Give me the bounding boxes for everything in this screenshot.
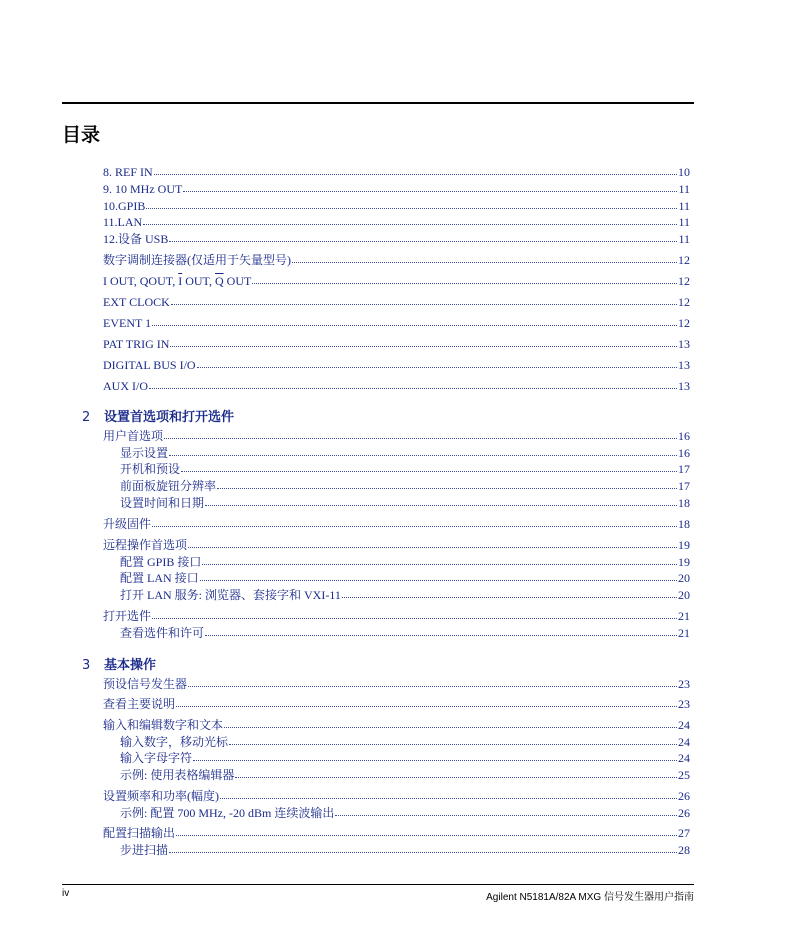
footer-page-number: iv (62, 888, 70, 899)
dot-leader (169, 232, 677, 242)
toc-entry-label: 示例: 配置 700 MHz, -20 dBm 连续波输出 (120, 806, 335, 820)
toc-entry-label: 查看主要说明 (103, 697, 176, 711)
dot-leader (176, 697, 677, 707)
toc-entry[interactable] (103, 232, 690, 246)
toc-entry-label: 开机和预设 (120, 462, 181, 476)
dot-leader (197, 358, 677, 368)
toc-entry-page: 23 (678, 697, 690, 711)
dot-leader (205, 496, 677, 506)
toc-entry-label: 用户首选项 (103, 429, 164, 443)
dot-leader (152, 316, 677, 326)
page-title: 目录 (62, 124, 101, 146)
dot-leader (188, 677, 677, 687)
toc-entry-label: 8. REF IN (103, 165, 153, 179)
toc-entry-label: 12.设备 USB (103, 232, 169, 246)
toc-entry[interactable] (120, 479, 690, 493)
toc-entry-page: 13 (678, 379, 690, 393)
toc-entry[interactable] (120, 555, 690, 569)
toc-entry[interactable] (120, 496, 690, 510)
toc-entry-page: 12 (678, 295, 690, 309)
toc-entry-page: 28 (678, 843, 690, 857)
toc-entry-label-part: $\overline{I}$ (178, 274, 183, 288)
toc-entry[interactable] (103, 215, 690, 229)
toc-entry[interactable] (103, 718, 690, 732)
toc-entry[interactable] (103, 538, 690, 552)
toc-entry-label: AUX I/O (103, 379, 148, 393)
toc-entry[interactable] (120, 843, 690, 857)
toc-entry[interactable] (120, 588, 690, 602)
toc-entry-page: 13 (678, 337, 690, 351)
toc-entry[interactable] (103, 295, 690, 309)
toc-entry-page: 20 (678, 571, 690, 585)
toc-entry-label: DIGITAL BUS I/O (103, 358, 196, 372)
toc-entry-page: 24 (678, 735, 690, 749)
toc-entry-page: 13 (678, 358, 690, 372)
toc-entry[interactable] (103, 199, 690, 213)
toc-entry-label: 输入数字，移动光标 (120, 735, 229, 749)
toc-entry-label: EVENT 1 (103, 316, 152, 330)
chapter-heading[interactable] (82, 654, 156, 673)
toc-entry-page: 19 (678, 538, 690, 552)
toc-entry[interactable] (120, 571, 690, 585)
chapter-number: 3 (82, 658, 91, 673)
dot-leader (193, 751, 677, 761)
toc-entry-label-part: I OUT, QOUT, (103, 274, 179, 288)
toc-entry[interactable] (103, 358, 690, 372)
toc-entry-page: 11 (678, 182, 690, 196)
toc-entry-page: 12 (678, 274, 690, 288)
toc-entry-page: 11 (678, 199, 690, 213)
toc-entry[interactable] (103, 165, 690, 179)
dot-leader (220, 789, 677, 799)
toc-entry-page: 24 (678, 718, 690, 732)
toc-entry[interactable] (103, 826, 690, 840)
dot-leader (200, 571, 677, 581)
toc-entry-label: 配置扫描输出 (103, 826, 176, 840)
chapter-title: 基本操作 (104, 658, 157, 673)
dot-leader (152, 517, 677, 527)
toc-entry-label: 11.LAN (103, 215, 143, 229)
toc-entry-label: EXT CLOCK (103, 295, 170, 309)
toc-entry[interactable] (120, 751, 690, 765)
toc-entry-label: 前面板旋钮分辨率 (120, 479, 217, 493)
toc-entry-label-part: $\overline{Q}$ (215, 274, 224, 288)
dot-leader (143, 215, 677, 225)
dot-leader (169, 446, 677, 456)
toc-entry-label: 打开 LAN 服务: 浏览器、套接字和 VXI-11 (120, 588, 341, 602)
toc-entry-label: 数字调制连接器(仅适用于矢量型号) (103, 253, 291, 267)
toc-entry-label: 步进扫描 (120, 843, 169, 857)
toc-entry-page: 26 (678, 806, 690, 820)
dot-leader (217, 479, 677, 489)
toc-entry-page: 25 (678, 768, 690, 782)
dot-leader (169, 843, 677, 853)
toc-entry-label-part: OUT, (182, 274, 215, 288)
dot-leader (176, 826, 677, 836)
toc-entry-label: 预设信号发生器 (103, 677, 188, 691)
toc-entry[interactable] (103, 182, 690, 196)
toc-entry-label: 远程操作首选项 (103, 538, 188, 552)
toc-entry-label-part: OUT (223, 274, 252, 288)
toc-entry-label: 10.GPIB (103, 199, 146, 213)
dot-leader (235, 768, 677, 778)
toc-entry-label: 输入和编辑数字和文本 (103, 718, 224, 732)
dot-leader (188, 538, 677, 548)
toc-entry-label: 设置频率和功率(幅度) (103, 789, 219, 803)
chapter-number: 2 (82, 410, 91, 425)
toc-entry-page: 18 (678, 496, 690, 510)
toc-entry[interactable] (103, 379, 690, 393)
toc-entry-page: 20 (678, 588, 690, 602)
footer-document-title: Agilent N5181A/82A MXG 信号发生器用户指南 (486, 892, 694, 903)
toc-entry[interactable] (103, 677, 690, 691)
toc-entry[interactable] (103, 517, 690, 531)
toc-entry-label: 配置 LAN 接口 (120, 571, 199, 585)
toc-entry[interactable] (103, 253, 690, 267)
top-rule (62, 102, 694, 104)
dot-leader (183, 182, 677, 192)
toc-entry-label: 输入字母字符 (120, 751, 193, 765)
toc-entry-page: 21 (678, 626, 690, 640)
toc-entry-label: 升级固件 (103, 517, 152, 531)
toc-entry[interactable] (120, 626, 690, 640)
toc-entry[interactable] (120, 735, 690, 749)
dot-leader (202, 555, 677, 565)
dot-leader (149, 379, 677, 389)
toc-entry-page: 12 (678, 253, 690, 267)
toc-entry-label: 打开选件 (103, 609, 152, 623)
dot-leader (171, 295, 677, 305)
dot-leader (146, 199, 677, 209)
toc-entry-page: 17 (678, 479, 690, 493)
toc-entry-label: PAT TRIG IN (103, 337, 170, 351)
dot-leader (224, 718, 677, 728)
toc-entry-page: 18 (678, 517, 690, 531)
toc-entry-page: 21 (678, 609, 690, 623)
toc-entry[interactable] (120, 446, 690, 460)
dot-leader (335, 806, 677, 816)
toc-entry-label: 示例: 使用表格编辑器 (120, 768, 235, 782)
toc-entry[interactable] (103, 337, 690, 351)
toc-entry-label (103, 274, 251, 288)
footer-rule (62, 884, 694, 885)
chapter-title: 设置首选项和打开选件 (104, 410, 235, 425)
toc-entry-page: 27 (678, 826, 690, 840)
toc-entry-page: 11 (678, 215, 690, 229)
toc-entry-page: 23 (678, 677, 690, 691)
toc-entry-page: 26 (678, 789, 690, 803)
toc-entry[interactable] (103, 429, 690, 443)
toc-entry-page: 16 (678, 446, 690, 460)
dot-leader (252, 274, 677, 284)
toc-entry[interactable] (120, 806, 690, 820)
dot-leader (154, 165, 677, 175)
toc-entry-page: 16 (678, 429, 690, 443)
toc-entry[interactable] (120, 462, 690, 476)
toc-entry-label: 9. 10 MHz OUT (103, 182, 183, 196)
dot-leader (170, 337, 677, 347)
dot-leader (152, 609, 677, 619)
toc-entry-label: 设置时间和日期 (120, 496, 205, 510)
dot-leader (181, 462, 677, 472)
toc-entry-label: 显示设置 (120, 446, 169, 460)
toc-entry-page: 11 (678, 232, 690, 246)
toc-entry[interactable] (103, 316, 690, 330)
dot-leader (205, 626, 677, 636)
toc-entry-page: 17 (678, 462, 690, 476)
toc-entry[interactable] (103, 274, 690, 288)
dot-leader (292, 253, 677, 263)
toc-entry-page: 24 (678, 751, 690, 765)
toc-entry[interactable] (103, 609, 690, 623)
toc-entry-page: 10 (678, 165, 690, 179)
toc-entry-label: 配置 GPIB 接口 (120, 555, 202, 569)
dot-leader (342, 588, 677, 598)
dot-leader (164, 429, 677, 439)
toc-entry-page: 19 (678, 555, 690, 569)
toc-entry[interactable] (103, 697, 690, 711)
chapter-heading[interactable] (82, 406, 234, 425)
toc-entry-page: 12 (678, 316, 690, 330)
toc-entry[interactable] (103, 789, 690, 803)
toc-entry[interactable] (120, 768, 690, 782)
toc-entry-label: 查看选件和许可 (120, 626, 205, 640)
dot-leader (229, 735, 677, 745)
